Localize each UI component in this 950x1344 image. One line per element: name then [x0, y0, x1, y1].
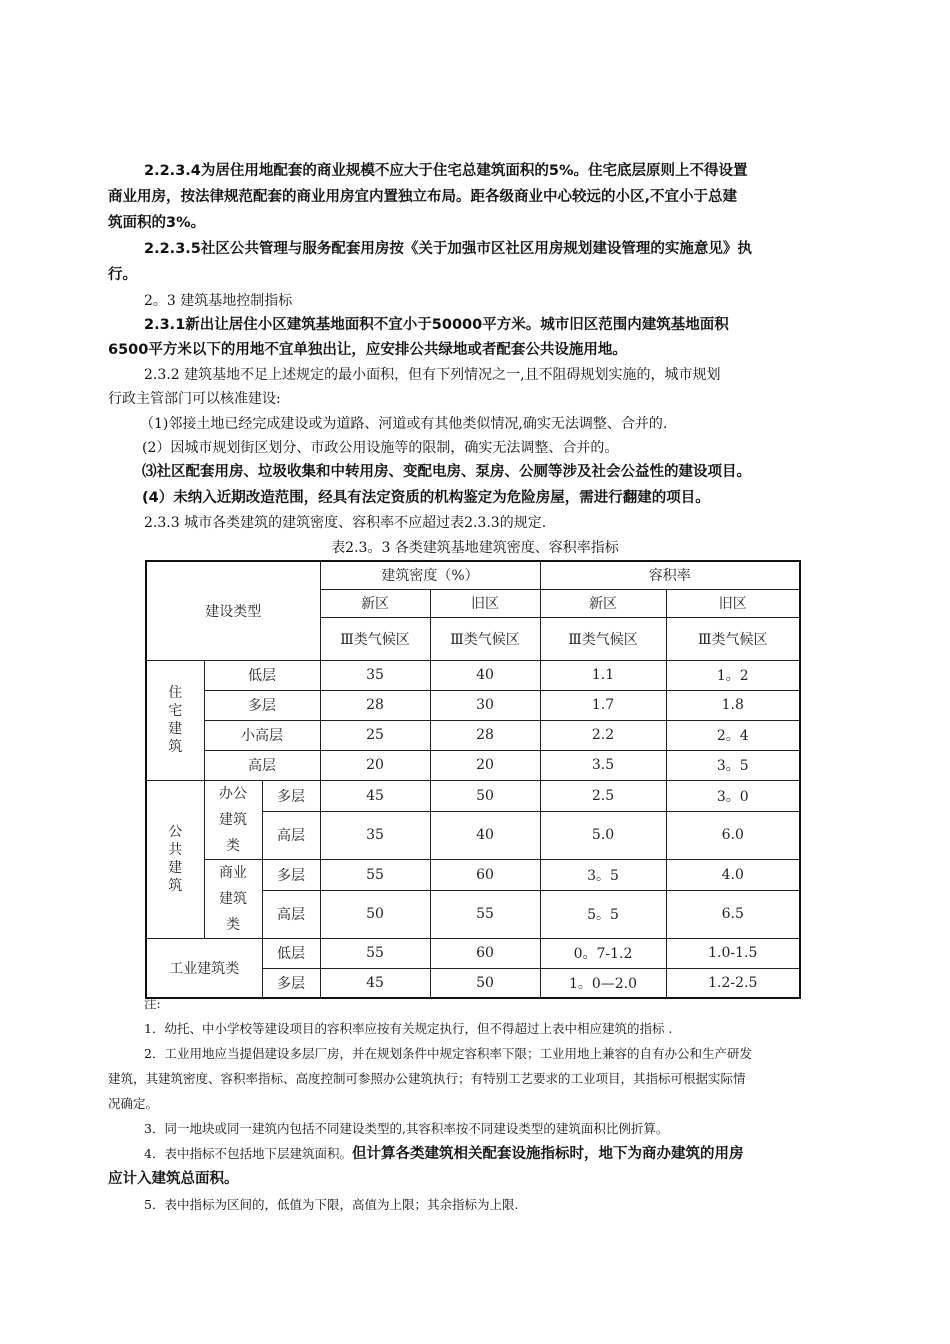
list-item-2: (2）因城市规划街区划分、市政公用设施等的限制，确实无法调整、合并的。: [142, 440, 619, 456]
table-row: [146, 690, 800, 720]
table-row: [146, 780, 800, 811]
para-232-line2: 行政主管部门可以核准建设:: [108, 391, 281, 407]
header-climate-4: Ⅲ类气候区: [666, 617, 800, 660]
row-label: 多层: [262, 859, 320, 890]
header-far: 容积率: [540, 561, 800, 589]
cell: 60: [430, 938, 540, 968]
cell: 55: [320, 859, 430, 890]
cell: 3.5: [540, 750, 666, 780]
cell: 1.0-1.5: [666, 938, 800, 968]
row-label: 低层: [204, 660, 320, 690]
note-4-plain: 4．表中指标不包括地下层建筑面积。: [144, 1146, 352, 1161]
cell: 1.1: [540, 660, 666, 690]
header-far-old: 旧区: [666, 589, 800, 617]
cell: 1.8: [666, 690, 800, 720]
para-231-line2: 6500平方米以下的用地不宜单独出让，应安排公共绿地或者配套公共设施用地。: [108, 342, 627, 358]
cell: 50: [320, 890, 430, 938]
cell: 45: [320, 780, 430, 811]
subgroup-office: 办公 建筑 类: [204, 780, 262, 859]
cell: 2。4: [666, 720, 800, 750]
cell: 28: [430, 720, 540, 750]
cell: 3。5: [540, 859, 666, 890]
group-public: 公 共 建 筑: [146, 780, 204, 938]
cell: 3。5: [666, 750, 800, 780]
cell: 45: [320, 968, 430, 998]
note-4-line1: [144, 1143, 743, 1165]
row-label: 低层: [262, 938, 320, 968]
para-2234-line2: 商业用房，按法律规范配套的商业用房宜内置独立布局。距各级商业中心较远的小区,不宜小于总建: [108, 189, 738, 205]
table-row: [146, 660, 800, 690]
section-2-3-title: 2。3 建筑基地控制指标: [144, 293, 293, 309]
para-2234-line3: 筑面积的3%。: [108, 215, 206, 231]
cell: 1.2-2.5: [666, 968, 800, 998]
row-label: 高层: [262, 890, 320, 938]
cell: 20: [430, 750, 540, 780]
cell: 5。5: [540, 890, 666, 938]
para-232-line1: 2.3.2 建筑基地不足上述规定的最小面积，但有下列情况之一,且不阻碍规划实施的，城市规划: [144, 367, 721, 383]
para-231-line1: 2.3.1新出让居住小区建筑基地面积不宜小于50000平方米。城市旧区范围内建筑基地面积: [144, 317, 729, 333]
cell: 4.0: [666, 859, 800, 890]
cell: 2.5: [540, 780, 666, 811]
table-caption: 表2.3。3 各类建筑基地建筑密度、容积率指标: [331, 540, 619, 556]
notes-title: 注:: [144, 996, 161, 1011]
header-climate-3: Ⅲ类气候区: [540, 617, 666, 660]
row-label: 多层: [262, 968, 320, 998]
table-row: [146, 938, 800, 968]
cell: 40: [430, 660, 540, 690]
note-3: 3．同一地块或同一建筑内包括不同建设类型的,其容积率按不同建设类型的建筑面积比例折算。: [144, 1121, 669, 1136]
header-density-old: 旧区: [430, 589, 540, 617]
cell: 20: [320, 750, 430, 780]
row-label: 多层: [204, 690, 320, 720]
cell: 50: [430, 780, 540, 811]
cell: 28: [320, 690, 430, 720]
note-1: 1．幼托、中小学校等建设项目的容积率应按有关规定执行，但不得超过上表中相应建筑的指标 .: [144, 1021, 673, 1036]
para-233: 2.3.3 城市各类建筑的建筑密度、容积率不应超过表2.3.3的规定.: [144, 515, 547, 531]
header-climate-2: Ⅲ类气候区: [430, 617, 540, 660]
group-industrial: 工业建筑类: [146, 938, 262, 998]
cell: 55: [430, 890, 540, 938]
table-row: [146, 720, 800, 750]
cell: 2.2: [540, 720, 666, 750]
header-building-type: 建设类型: [146, 561, 320, 660]
para-2234-line1: 2.2.3.4为居住用地配套的商业规模不应大于住宅总建筑面积的5%。住宅底层原则上不得设置: [144, 163, 748, 179]
cell: 5.0: [540, 811, 666, 859]
table-row: [146, 859, 800, 890]
cell: 6.5: [666, 890, 800, 938]
note-5: 5．表中指标为区间的，低值为下限，高值为上限；其余指标为上限.: [144, 1197, 519, 1212]
header-density-new: 新区: [320, 589, 430, 617]
note-4-bold: 但计算各类建筑相关配套设施指标时，地下为商办建筑的用房: [351, 1146, 744, 1162]
density-far-table: [145, 560, 801, 999]
note-2-line2: 建筑，其建筑密度、容积率指标、高度控制可参照办公建筑执行；有特别工艺要求的工业项目，其指标可根据实际情: [108, 1071, 746, 1086]
list-item-3: ⑶社区配套用房、垃圾收集和中转用房、变配电房、泵房、公厕等涉及社会公益性的建设项目。: [142, 464, 751, 480]
header-climate-1: Ⅲ类气候区: [320, 617, 430, 660]
row-label: 高层: [204, 750, 320, 780]
note-2-line1: 2．工业用地应当提倡建设多层厂房，并在规划条件中规定容积率下限；工业用地上兼容的自有办公和生产研发: [144, 1046, 752, 1061]
cell: 35: [320, 811, 430, 859]
cell: 25: [320, 720, 430, 750]
cell: 0。7-1.2: [540, 938, 666, 968]
row-label: 多层: [262, 780, 320, 811]
list-item-1: （1)邻接土地已经完成建设或为道路、河道或有其他类似情况,确实无法调整、合并的.: [140, 416, 668, 432]
cell: 55: [320, 938, 430, 968]
note-2-line3: 况确定。: [108, 1096, 159, 1111]
cell: 1.7: [540, 690, 666, 720]
cell: 30: [430, 690, 540, 720]
group-residential: 住 宅 建 筑: [146, 660, 204, 780]
cell: 35: [320, 660, 430, 690]
cell: 1。2: [666, 660, 800, 690]
list-item-4: (4）未纳入近期改造范围，经具有法定资质的机构鉴定为危险房屋，需进行翻建的项目。: [142, 490, 710, 506]
cell: 1。0—2.0: [540, 968, 666, 998]
cell: 40: [430, 811, 540, 859]
header-far-new: 新区: [540, 589, 666, 617]
para-2235-line2: 行。: [108, 267, 137, 283]
header-density: 建筑密度（%）: [320, 561, 540, 589]
table-row: [146, 750, 800, 780]
cell: 50: [430, 968, 540, 998]
note-4-line2: 应计入建筑总面积。: [108, 1171, 239, 1187]
subgroup-commercial: 商业 建筑 类: [204, 859, 262, 938]
cell: 60: [430, 859, 540, 890]
para-2235-line1: 2.2.3.5社区公共管理与服务配套用房按《关于加强市区社区用房规划建设管理的实施意见》执: [144, 241, 752, 257]
cell: 3。0: [666, 780, 800, 811]
row-label: 小高层: [204, 720, 320, 750]
cell: 6.0: [666, 811, 800, 859]
row-label: 高层: [262, 811, 320, 859]
